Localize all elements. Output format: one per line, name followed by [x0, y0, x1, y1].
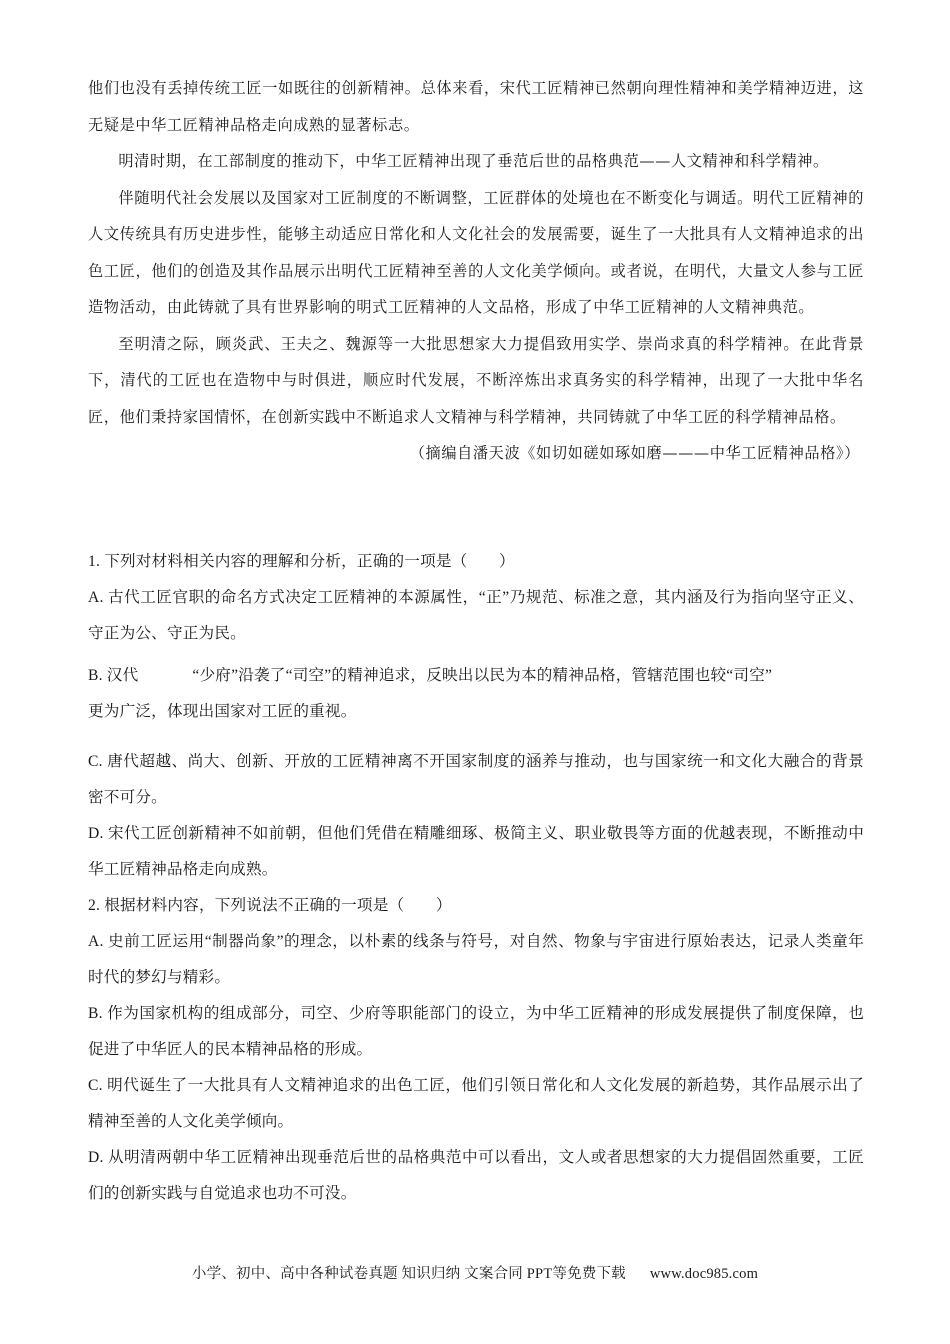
question-1-option-d: D. 宋代工匠创新精神不如前朝，但他们凭借在精雕细琢、极简主义、职业敬畏等方面的优越表现，不断推动中华工匠精神品格走向成熟。 — [88, 825, 864, 878]
question-2-stem: 2. 根据材料内容，下列说法不正确的一项是（ ） — [88, 897, 452, 914]
question-1-option-b-head: B. 汉代 — [88, 667, 139, 684]
question-1-option-b — [88, 658, 864, 730]
question-1-option-c: C. 唐代超越、尚大、创新、开放的工匠精神离不开国家制度的涵养与推动，也与国家统一和文化大融合的背景密不可分。 — [88, 753, 864, 806]
question-1-option-b-line-1: “少府”沿袭了“司空”的精神追求，反映出以民为本的精神品格，管辖范围也较“司空” — [192, 667, 773, 684]
question-2-option-b: B. 作为国家机构的组成部分，司空、少府等职能部门的设立，为中华工匠精神的形成发展提供了制度保障，也促进了中华匠人的民本精神品格的形成。 — [88, 1005, 864, 1058]
question-2-option-a: A. 史前工匠运用“制器尚象”的理念，以朴素的线条与符号，对自然、物象与宇宙进行原始表达，记录人类童年时代的梦幻与精彩。 — [88, 933, 864, 986]
article-paragraph-2: 明清时期，在工部制度的推动下，中华工匠精神出现了垂范后世的品格典范——人文精神和科学精神。 — [118, 152, 829, 170]
article-paragraph-1: 他们也没有丢掉传统工匠一如既往的创新精神。总体来看，宋代工匠精神已然朝向理性精神和美学精神迈进，这无疑是中华工匠精神品格走向成熟的显著标志。 — [88, 79, 864, 134]
article-text — [88, 70, 864, 472]
page-footer — [0, 1262, 950, 1283]
question-2-option-c: C. 明代诞生了一大批具有人文精神追求的出色工匠，他们引领日常化和人文化发展的新趋势，其作品展示出了精神至善的人文化美学倾向。 — [88, 1077, 864, 1130]
question-1-option-a: A. 古代工匠官职的命名方式决定工匠精神的本源属性，“正”乃规范、标准之意，其内涵及行为指向坚守正义、守正为公、守正为民。 — [88, 589, 864, 642]
footer-url[interactable]: www.doc985.com — [649, 1266, 759, 1282]
article-paragraph-3: 伴随明代社会发展以及国家对工匠制度的不断调整，工匠群体的处境也在不断变化与调适。明代工匠精神的人文传统具有历史进步性，能够主动适应日常化和人文化社会的发展需要，诞生了一大批具有人文精神追求的出色工匠，他们的创造及其作品展示出明代工匠精神至善的人文化美学倾向。或者说，在明代，大量文人参与工匠造物活动，由此铸就了具有世界影响的明式工匠精神的人文品格，形成了中华工匠精神的人文精神典范。 — [88, 188, 864, 316]
article-source: （摘编自潘天波《如切如磋如琢如磨———中华工匠精神品格》） — [409, 444, 860, 462]
question-1-stem: 1. 下列对材料相关内容的理解和分析，正确的一项是（ ） — [88, 553, 515, 570]
article-paragraph-4: 至明清之际，顾炎武、王夫之、魏源等一大批思想家大力提倡致用实学、崇尚求真的科学精神。在此背景下，清代的工匠也在造物中与时俱进，顺应时代发展，不断淬炼出求真务实的科学精神，出现了一大批中华名匠，他们秉持家国情怀，在创新实践中不断追求人文精神与科学精神，共同铸就了中华工匠的科学精神品格。 — [88, 334, 864, 426]
question-2-option-d: D. 从明清两朝中华工匠精神出现垂范后世的品格典范中可以看出，文人或者思想家的大力提倡固然重要，工匠们的创新实践与自觉追求也功不可没。 — [88, 1149, 864, 1202]
question-1-option-b-line-2: 更为广泛，体现出国家对工匠的重视。 — [88, 703, 357, 720]
question-section — [88, 544, 864, 1212]
footer-text: 小学、初中、高中各种试卷真题 知识归纳 文案合同 PPT等免费下载 — [191, 1266, 626, 1282]
